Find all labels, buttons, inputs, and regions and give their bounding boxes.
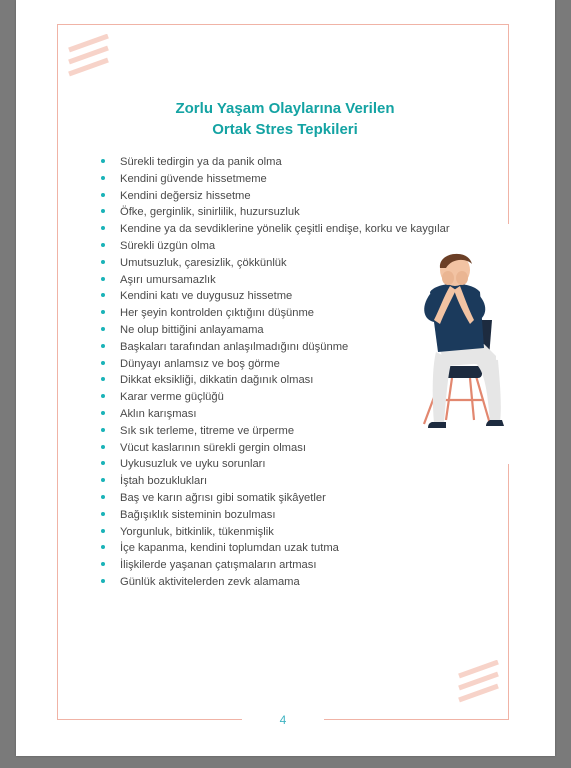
bullet-icon — [101, 193, 105, 197]
list-item-text: Dünyayı anlamsız ve boş görme — [120, 357, 280, 370]
bullet-icon — [101, 545, 105, 549]
list-item-text: Ne olup bittiğini anlayamama — [120, 323, 264, 336]
page-number: 4 — [279, 713, 287, 727]
list-item — [98, 490, 478, 507]
list-item-text: Yorgunluk, bitkinlik, tükenmişlik — [120, 525, 274, 538]
stressed-person-illustration — [412, 248, 512, 438]
bullet-icon — [101, 529, 105, 533]
bullet-icon — [101, 344, 105, 348]
decorative-stripes-bottom-right — [456, 660, 502, 710]
bullet-icon — [101, 327, 105, 331]
list-item — [98, 507, 478, 524]
list-item-text: Karar verme güçlüğü — [120, 391, 224, 404]
list-item-text: Aklın karışması — [120, 407, 197, 420]
bullet-icon — [101, 411, 105, 415]
list-item-text: Her şeyin kontrolden çıktığını düşünme — [120, 307, 315, 320]
bullet-icon — [101, 243, 105, 247]
decorative-stripes-top-left — [66, 34, 112, 84]
bullet-icon — [101, 428, 105, 432]
bullet-icon — [101, 209, 105, 213]
list-item — [98, 154, 478, 171]
list-item — [98, 473, 478, 490]
page-title — [100, 98, 470, 140]
bullet-icon — [101, 461, 105, 465]
list-item-text: Sürekli tedirgin ya da panik olma — [120, 156, 282, 168]
list-item-text: Sık sık terleme, titreme ve ürperme — [120, 424, 295, 437]
bullet-icon — [101, 260, 105, 264]
list-item-text: Kendini güvende hissetmeme — [120, 172, 267, 185]
list-item-text: Kendini katı ve duygusuz hissetme — [120, 290, 293, 303]
list-item — [98, 188, 478, 205]
bullet-icon — [101, 226, 105, 230]
bullet-icon — [101, 377, 105, 381]
bullet-icon — [101, 445, 105, 449]
list-item — [98, 540, 478, 557]
list-item-text: Dikkat eksikliği, dikkatin dağınık olması — [120, 374, 314, 387]
bullet-icon — [101, 159, 105, 163]
list-item-text: Uykusuzluk ve uyku sorunları — [120, 458, 266, 471]
bullet-icon — [101, 495, 105, 499]
list-item-text: Kendine ya da sevdiklerine yönelik çeşitli endişe, korku ve kaygılar — [120, 223, 450, 236]
list-item-text: İlişkilerde yaşanan çatışmaların artması — [120, 559, 317, 572]
list-item-text: İştah bozuklukları — [120, 475, 208, 488]
list-item-text: Bağışıklık sisteminin bozulması — [120, 508, 276, 521]
list-item — [98, 221, 478, 238]
list-item — [98, 440, 478, 457]
bullet-icon — [101, 361, 105, 365]
title-line-2: Ortak Stres Tepkileri — [212, 121, 358, 138]
list-item-text: Günlük aktivitelerden zevk alamama — [120, 575, 300, 588]
list-item-text: Başkaları tarafından anlaşılmadığını düşünme — [120, 340, 349, 353]
list-item — [98, 524, 478, 541]
bullet-icon — [101, 562, 105, 566]
list-item — [98, 557, 478, 574]
list-item — [98, 204, 478, 221]
list-item-text: Vücut kaslarının sürekli gergin olması — [120, 441, 306, 454]
list-item-text: Baş ve karın ağrısı gibi somatik şikâyetler — [120, 491, 326, 504]
bullet-icon — [101, 310, 105, 314]
bullet-icon — [101, 293, 105, 297]
list-item-text: Umutsuzluk, çaresizlik, çökkünlük — [120, 256, 287, 269]
bullet-icon — [101, 176, 105, 180]
bullet-icon — [101, 478, 105, 482]
list-item-text: Öfke, gerginlik, sinirlilik, huzursuzluk — [120, 206, 300, 219]
list-item — [98, 456, 478, 473]
list-item-text: Sürekli üzgün olma — [120, 239, 216, 252]
list-item — [98, 574, 478, 591]
bullet-icon — [101, 512, 105, 516]
bullet-icon — [101, 394, 105, 398]
list-item — [98, 171, 478, 188]
list-item-text: Kendini değersiz hissetme — [120, 189, 251, 202]
list-item-text: Aşırı umursamazlık — [120, 273, 216, 286]
bullet-icon — [101, 277, 105, 281]
title-line-1: Zorlu Yaşam Olaylarına Verilen — [175, 100, 395, 117]
list-item-text: İçe kapanma, kendini toplumdan uzak tutma — [120, 542, 339, 555]
bullet-icon — [101, 579, 105, 583]
